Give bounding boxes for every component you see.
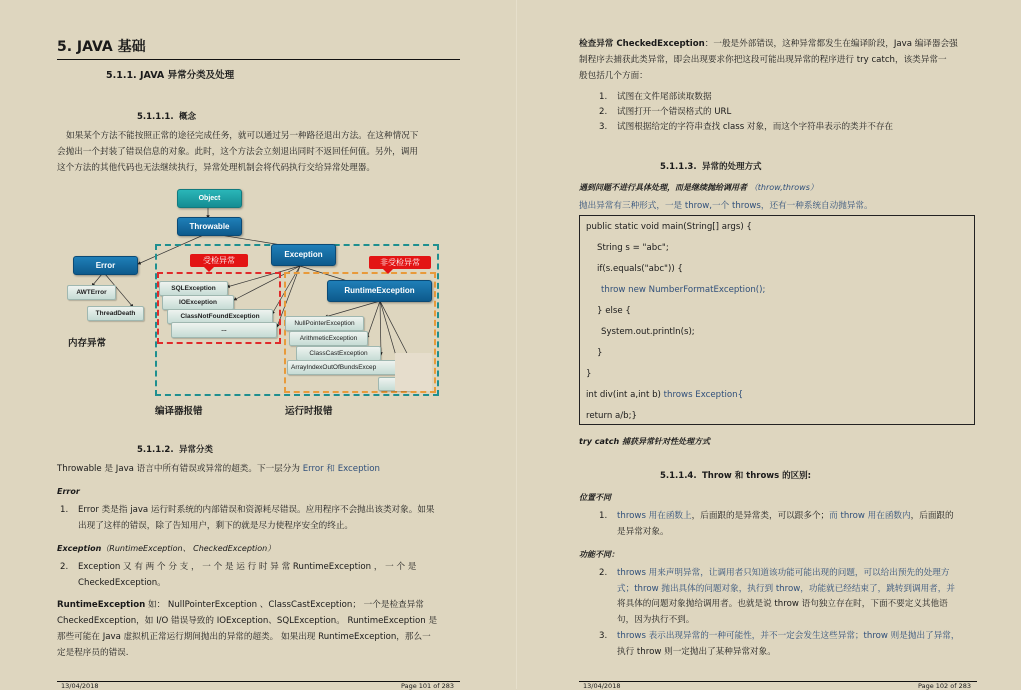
exception-label: Exception（RuntimeException、 CheckedException）	[57, 544, 276, 553]
object-node: Object	[177, 189, 242, 208]
section-heading: 5.1.1. JAVA 异常分类及处理	[106, 70, 235, 81]
chapter-heading: 5. JAVA 基础	[57, 36, 460, 60]
exception-node: Exception	[271, 244, 336, 266]
code-line: return a/b;}	[586, 411, 637, 421]
page-footer: 13/04/2018 Page 101 of 283	[57, 681, 460, 690]
exception-hierarchy-diagram	[60, 183, 450, 423]
subsection-heading-concept: 5.1.1.1. 概念	[137, 112, 197, 122]
sql-exception-node: SQLException	[159, 281, 228, 296]
code-line: if(s.equals("abc")) {	[597, 264, 683, 274]
position-list-item: 1. throws 用在函数上，后面跟的是异常类，可以跟多个；而 throw 用在函数内，后面跟的 是异常对象。	[599, 511, 954, 537]
runtime-exception-node: RuntimeException	[327, 280, 432, 302]
array-index-exception-node: ArrayIndexOutOfBundsExcep	[287, 360, 404, 375]
checked-list-item-2: 2. 试图打开一个错误格式的 URL	[599, 107, 732, 117]
concept-paragraph: 如果某个方法不能按照正常的途径完成任务，就可以通过另一种路径退出方法。在这种情况下 会抛出一个封装了错误信息的对象。此时，这个方法会立刻退出同时不返回任何值。另外，调用 这个方法的其他代码也无法继续执行，异常处理机制会将代码执行交给异常处理器。	[57, 131, 419, 173]
code-line: }	[586, 369, 592, 379]
code-line: } else {	[597, 306, 631, 316]
function-label: 功能不同：	[579, 550, 619, 559]
throwable-node: Throwable	[177, 217, 242, 236]
page-number: Page 101 of 283	[400, 682, 454, 690]
page-number: Page 102 of 283	[917, 682, 971, 690]
runtime-exception-paragraph: RuntimeException 如： NullPointerException 、ClassCastException； 一个是检查异常 CheckedException，如 I/O 错误导致的 IOException、SQLException。 RuntimeException 是 那些可能在 Java 虚拟机正常运行期间抛出的异常的超类。 如果出现 RuntimeException，那么一 定是程序员的错误.	[57, 600, 438, 658]
code-line: String s = "abc";	[597, 243, 669, 253]
awt-error-node: AWTError	[67, 285, 116, 300]
subsection-heading-classification: 5.1.1.2. 异常分类	[137, 445, 214, 455]
code-line: }	[597, 348, 603, 358]
checked-exception-paragraph: 检查异常 CheckedException：一般是外部错误，这种异常都发生在编译阶段，Java 编译器会强 制程序去捕获此类异常，即会出现要求你把这段可能出现异常的程序进行 try catch，该类异常一 般包括几个方面：	[579, 39, 958, 81]
subsection-heading-handling: 5.1.1.3. 异常的处理方式	[660, 162, 762, 172]
throw-intro: 抛出异常有三种形式，一是 throw,一个 throws，还有一种系统自动抛异常。	[579, 201, 873, 211]
error-label: Error	[57, 487, 80, 496]
unchecked-exception-tag: 非受检异常	[369, 256, 431, 269]
subsection-heading-throw-vs-throws: 5.1.1.4. Throw 和 throws 的区别:	[660, 471, 812, 481]
class-not-found-exception-node: ClassNotFoundException	[167, 309, 273, 324]
code-line: throw new NumberFormatException();	[601, 285, 766, 295]
code-line: int div(int a,int b) throws Exception{	[586, 390, 744, 400]
thread-death-node: ThreadDeath	[87, 306, 144, 321]
memory-error-caption: 内存异常	[68, 338, 107, 349]
io-exception-node: IOException	[162, 295, 234, 310]
try-catch-label: try catch 捕获异常针对性处理方式	[579, 437, 710, 446]
throwable-paragraph: Throwable 是 Java 语言中所有错误或异常的超类。下一层分为 Error 和 Exception	[57, 464, 380, 474]
function-list-item-2: 2. throws 用来声明异常，让调用者只知道该功能可能出现的问题，可以给出预先的处理方 式；throw 抛出具体的问题对象，执行到 throw，功能就已经结束了，跳转到调用者，并 将具体的问题对象抛给调用者。也就是说 throw 语句独立存在时，下面不要定义其他语 句，因为执行不到。	[599, 568, 955, 625]
error-node: Error	[73, 256, 138, 275]
class-cast-exception-node: ClassCastException	[296, 346, 381, 361]
image-patch	[395, 353, 432, 391]
arithmetic-exception-node: ArithmeticException	[289, 331, 368, 346]
runtime-error-caption: 运行时报错	[285, 406, 333, 417]
function-list-item-3: 3. throws 表示出现异常的一种可能性，并不一定会发生这些异常；throw 则是抛出了异常， 执行 throw 则一定抛出了某种异常对象。	[599, 631, 960, 657]
code-block	[579, 215, 975, 425]
checked-list-item-3: 3. 试图根据给定的字符串查找 class 对象，而这个字符串表示的类并不存在	[599, 122, 894, 132]
throw-label: 遇到问题不进行具体处理，而是继续抛给调用者 （throw,throws）	[579, 183, 818, 192]
ellipsis-node: ...	[171, 322, 277, 338]
code-line: public static void main(String[] args) {	[586, 222, 752, 232]
page-footer: 13/04/2018 Page 102 of 283	[579, 681, 977, 690]
code-line: System.out.println(s);	[601, 327, 695, 337]
exception-list-item: 2. Exception 又 有 两 个 分 支 ， 一 个 是 运 行 时 异 常 RuntimeException ， 一 个 是 CheckedException。	[60, 562, 417, 588]
position-label: 位置不同	[579, 493, 611, 502]
checked-list-item-1: 1. 试图在文件尾部读取数据	[599, 92, 712, 102]
error-list-item: 1. Error 类是指 java 运行时系统的内部错误和资源耗尽错误。应用程序不会抛出该类对象。如果 出现了这样的错误，除了告知用户，剩下的就是尽力使程序安全的终止。	[60, 505, 435, 531]
compile-error-caption: 编译器报错	[155, 406, 203, 417]
null-pointer-exception-node: NullPointerException	[285, 316, 364, 331]
checked-exception-tag: 受检异常	[190, 254, 248, 267]
